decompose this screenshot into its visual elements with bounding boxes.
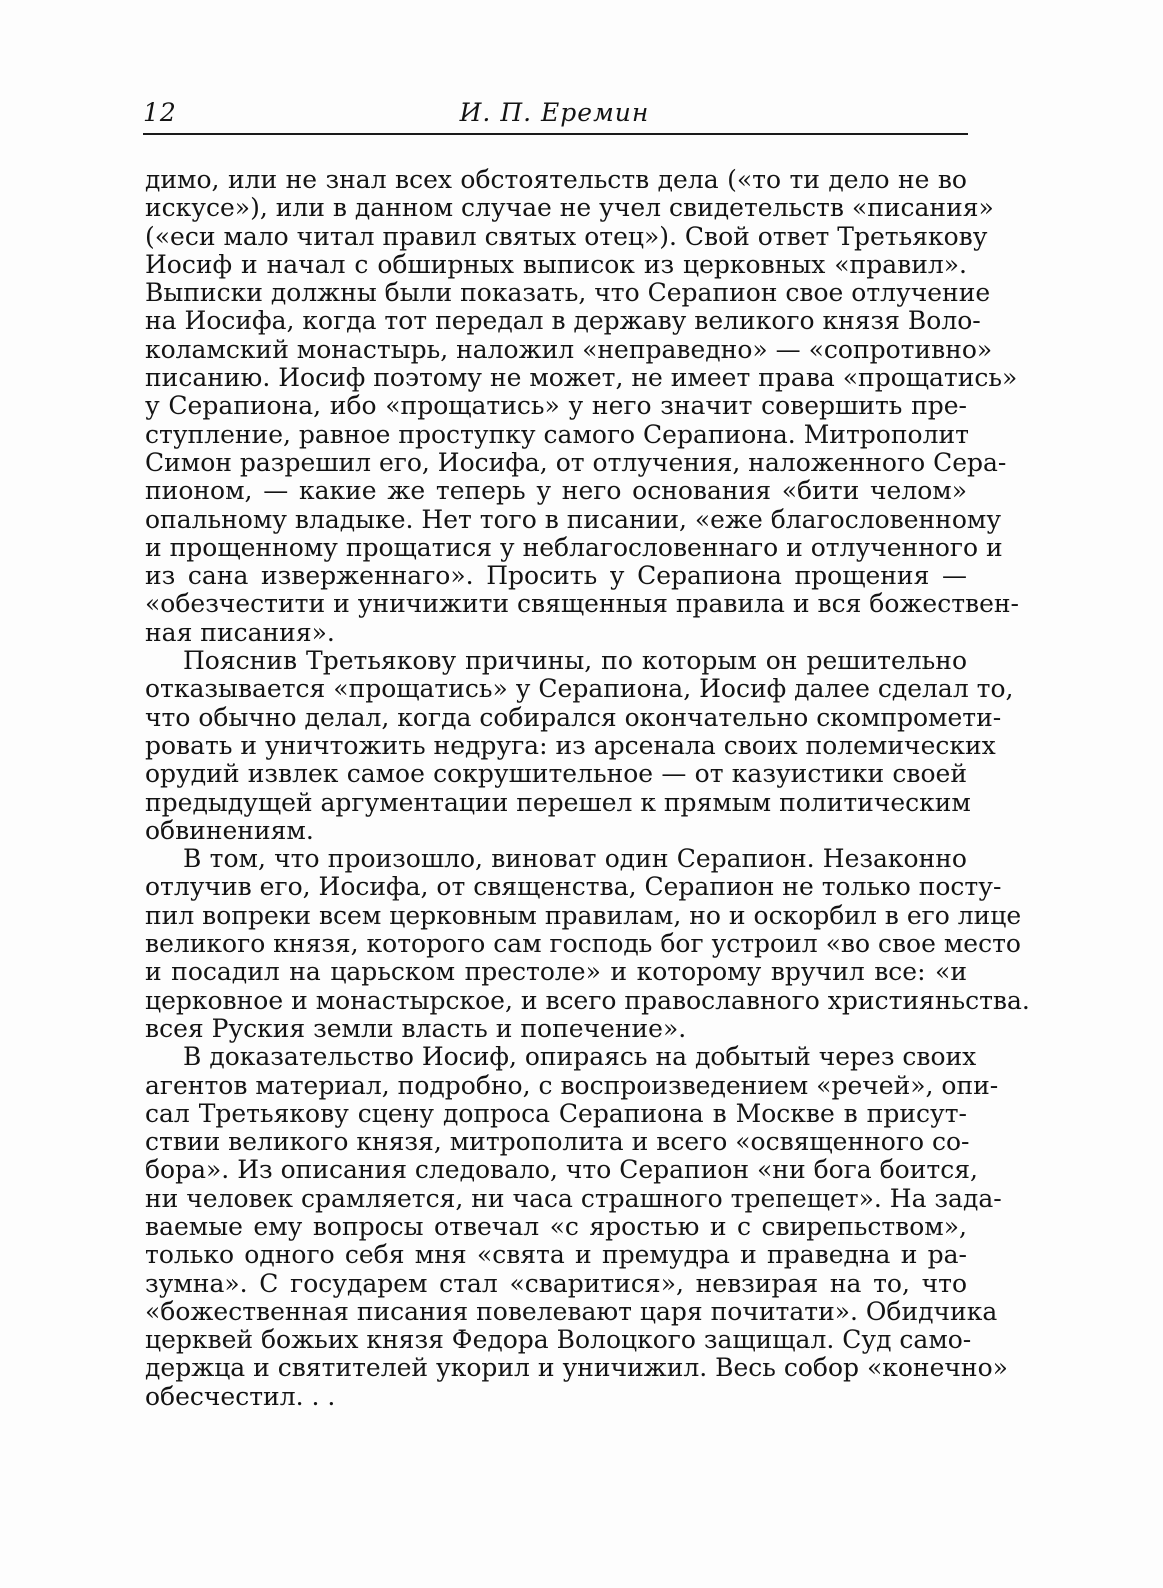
text-line: Симон разрешил его, Иосифа, от отлучения, наложенного Сера-: [145, 447, 1007, 477]
text-line: «обезчестити и уничижити священныя правила и вся божествен-: [145, 589, 1019, 619]
text-line: Иосиф и начал с обширных выписок из церковных «правил».: [145, 249, 967, 279]
text-line: сал Третьякову сцену допроса Серапиона в Москве в присут-: [145, 1098, 967, 1128]
text-line: бора». Из описания следовало, что Серапион «ни бога боится,: [145, 1155, 978, 1185]
text-line: писанию. Иосиф поэтому не может, не имеет права «прощатись»: [145, 363, 1018, 393]
paragraph: [145, 165, 1019, 647]
text-line: пил вопреки всем церковным правилам, но и оскорбил в его лице: [145, 900, 1022, 930]
text-line: у Серапиона, ибо «прощатись» у него значит совершить пре-: [145, 391, 967, 421]
text-line: церквей божьих князя Федора Волоцкого защищал. Суд само-: [145, 1325, 972, 1355]
text-line: Пояснив Третьякову причины, по которым он решительно: [183, 646, 967, 676]
text-line: предыдущей аргументации перешел к прямым политическим: [145, 787, 971, 817]
text-line: и посадил на царьском престоле» и которому вручил все: «и: [145, 957, 967, 987]
text-line: великого князя, которого сам господь бог устроил «во свое место: [145, 929, 1021, 959]
running-head: [143, 98, 966, 132]
body-text: [145, 165, 1030, 1411]
paragraph: [145, 646, 1014, 845]
text-line: обвинениям.: [145, 815, 314, 845]
text-line: ступление, равное проступку самого Серапиона. Митрополит: [145, 419, 969, 449]
header-rule: [143, 133, 968, 135]
paragraph: [145, 1042, 1008, 1411]
text-line: агентов материал, подробно, с воспроизведением «речей», опи-: [145, 1070, 999, 1100]
text-line: коламский монастырь, наложил «неправедно» — «сопротивно»: [145, 334, 993, 364]
text-line: димо, или не знал всех обстоятельств дела («то ти дело не во: [145, 165, 967, 194]
text-line: ни человек срамляется, ни часа страшного трепещет». На зада-: [145, 1183, 1002, 1213]
text-line: ровать и уничтожить недруга: из арсенала своих полемических: [145, 730, 996, 760]
text-line: на Иосифа, когда тот передал в державу великого князя Воло-: [145, 306, 981, 336]
text-line: держца и святителей укорил и уничижил. Весь собор «конечно»: [145, 1353, 1008, 1383]
running-title: И. П. Еремин: [459, 98, 650, 127]
text-line: В том, что произошло, виноват один Серапион. Незаконно: [183, 844, 967, 874]
text-line: отлучив его, Иосифа, от священства, Серапион не только посту-: [145, 872, 1002, 902]
paragraph: [145, 844, 1030, 1043]
text-line: что обычно делал, когда собирался окончательно скомпромети-: [145, 702, 1002, 732]
text-line: отказывается «прощатись» у Серапиона, Иосиф далее сделал то,: [145, 674, 1014, 704]
text-line: опальному владыке. Нет того в писании, «еже благословенному: [145, 504, 1002, 534]
page-number: 12: [143, 98, 177, 127]
text-line: из сана изверженнаго». Просить у Серапиона прощения —: [145, 561, 967, 591]
text-line: только одного себя мня «свята и премудра и праведна и ра-: [145, 1240, 967, 1270]
text-line: пионом, — какие же теперь у него основания «бити челом»: [145, 476, 967, 506]
text-line: «божественная писания повелевают царя почитати». Обидчика: [145, 1296, 998, 1326]
text-line: В доказательство Иосиф, опираясь на добытый через своих: [183, 1042, 977, 1072]
text-line: («еси мало читал правил святых отец»). Свой ответ Третьякову: [145, 221, 988, 251]
text-line: Выписки должны были показать, что Серапион свое отлучение: [145, 278, 991, 308]
text-line: ная писания».: [145, 617, 335, 647]
text-line: орудий извлек самое сокрушительное — от казуистики своей: [145, 759, 967, 789]
text-line: зумна». С государем стал «сваритися», невзирая на то, что: [145, 1268, 967, 1298]
text-line: искусе»), или в данном случае не учел свидетельств «писания»: [145, 193, 994, 223]
text-line: обесчестил. . .: [145, 1381, 336, 1411]
text-line: всея Руския земли власть и попечение».: [145, 1013, 687, 1043]
text-line: и прощенному прощатися у неблагословеннаго и отлученного и: [145, 532, 1003, 562]
text-line: церковное и монастырское, и всего православного християньства.: [145, 985, 1030, 1015]
text-line: ваемые ему вопросы отвечал «с яростью и с свирепьством»,: [145, 1211, 967, 1241]
text-line: ствии великого князя, митрополита и всего «освященного со-: [145, 1127, 970, 1157]
